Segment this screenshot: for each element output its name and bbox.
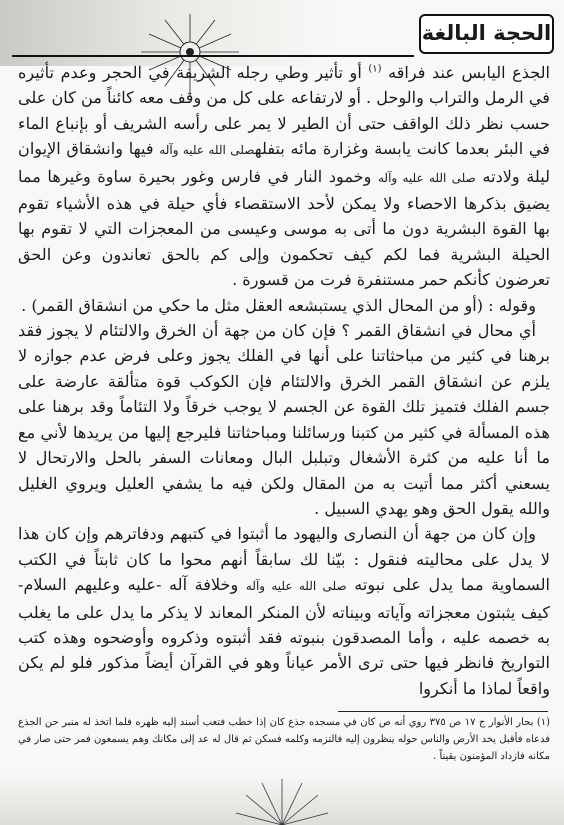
bottom-starburst-icon bbox=[232, 773, 332, 825]
header-rule bbox=[12, 55, 414, 57]
paragraph-2: أي محال في انشقاق القمر ؟ فإن كان من جهة أن الخرق والالتئام لا يجوز فقد برهنا في كثير من مباحثاتنا على أنها في الفلك يجوز وعلى فرض عدم جوازه لا يلزم عن انشقاق القمر الخرق والالتئام فإن الكوكب قوة متألقة عارضة على جسم الفلك فتميز تلك القوة عن الجسم لا يوجب خرقاً ولا التئاماً وقد برهنا على هذه المسألة في كثير من كتبنا ورسائلنا ومباحثاتنا فليرجع إليها من يريدها لأني مع ما أنا عليه من كثرة الأشغال وتبلبل البال ومعانات السفر بالحل والارتحال لا يسعني أكثر مما أتيت به من المقال ولكن فيه ما يشفي العليل ويروي الغليل والله يقول الحق وهو يهدي السبيل . bbox=[18, 321, 550, 518]
footnote-text: (١) بحار الأنوار ج ١٧ ص ٣٧٥ روي أنه ص كان في مسجده جذع كان إذا خطب فتعب أسند إليه ظهره فلما اتخذ له منبر حن الجذع فدعاه فأقبل يخد الأرض والناس حوله ينظرون إليه فالتزمه وكلمه فسكن ثم قال له عد إلى مكانك وهم يسمعون فمر حتى صار في مكانه فازداد المؤمنون يقيناً . bbox=[18, 717, 550, 762]
paragraph-3: وإن كان من جهة أن النصارى واليهود ما أثبتوا في كتبهم ودفاترهم وإن كان هذا لا يدل على محاليته فنقول : بيّنا لك سابقاً أنهم محوا ما كان ثابتاً في الكتب السماوية مما يدل على نبوته صلى الله عليه وآله وخلافة آله -عليه وعليهم السلام- كيف يثبتون معجزاته وآياته وبيناته لأن المنكر المعاند لا يذكر ما يدل على ما يغلب به خصمه عليه ، وأما المصدقون بنبوته فقد أثبتوه وذكروه وأوضحوه وهذه كتب التواريخ فانظر فيها حتى ترى الأمر عياناً وهو في القرآن أيضاً مذكور فلو لم يكن واقعاً لماذا ما أنكروا bbox=[18, 524, 550, 698]
page-header bbox=[0, 0, 564, 66]
paragraph-1: الجذع اليابس عند فراقه $^{(١)}$ أو تأثير وطي رجله الشريفة في الحجر وعدم تأثيره في الرمل والتراب والوحل . أو لارتفاعه على كل من وقف معه كائناً من كان على حسب نظر ذلك الواقف حتى أن الطير لا يمر على رأسه الشريف أو بإنباع الماء في البئر بعدما كانت يابسة وغزارة مائه بتفلهصلى الله عليه وآله فيها وانشقاق الإيوان ليلة ولادته صلى الله عليه وآله وخمود النار في فارس وغور بحيرة ساوة وغيرها مما يضيق بذكرها الاحصاء ولا يمكن لأحد الاستقصاء فأي حيلة في هذه الأشياء تقوم بها القوة البشرية دون ما أتى به موسى وعيسى من المعجزات التي لا تقوم بها الحيلة البشرية فما لكم كيف تحكمون وإلى كم بالحق تعاندون وعن الحق تعرضون كأنكم حمر مستنفرة فرت من قسورة . bbox=[18, 63, 550, 290]
blessing-mark: صلى الله عليه وآله bbox=[377, 170, 476, 185]
footnote bbox=[18, 714, 550, 765]
main-text bbox=[18, 60, 550, 701]
paragraph-quote: وقوله : (أو من المحال الذي يستبشعه العقل مثل ما حكي من انشقاق القمر) . bbox=[21, 295, 536, 315]
blessing-mark: صلى الله عليه وآله bbox=[245, 579, 347, 594]
blessing-mark: صلى الله عليه وآله bbox=[159, 143, 255, 158]
book-title: الحجة البالغة bbox=[419, 14, 554, 54]
footnote-ref[interactable]: (١) bbox=[368, 63, 382, 75]
footnote-rule bbox=[338, 711, 548, 712]
